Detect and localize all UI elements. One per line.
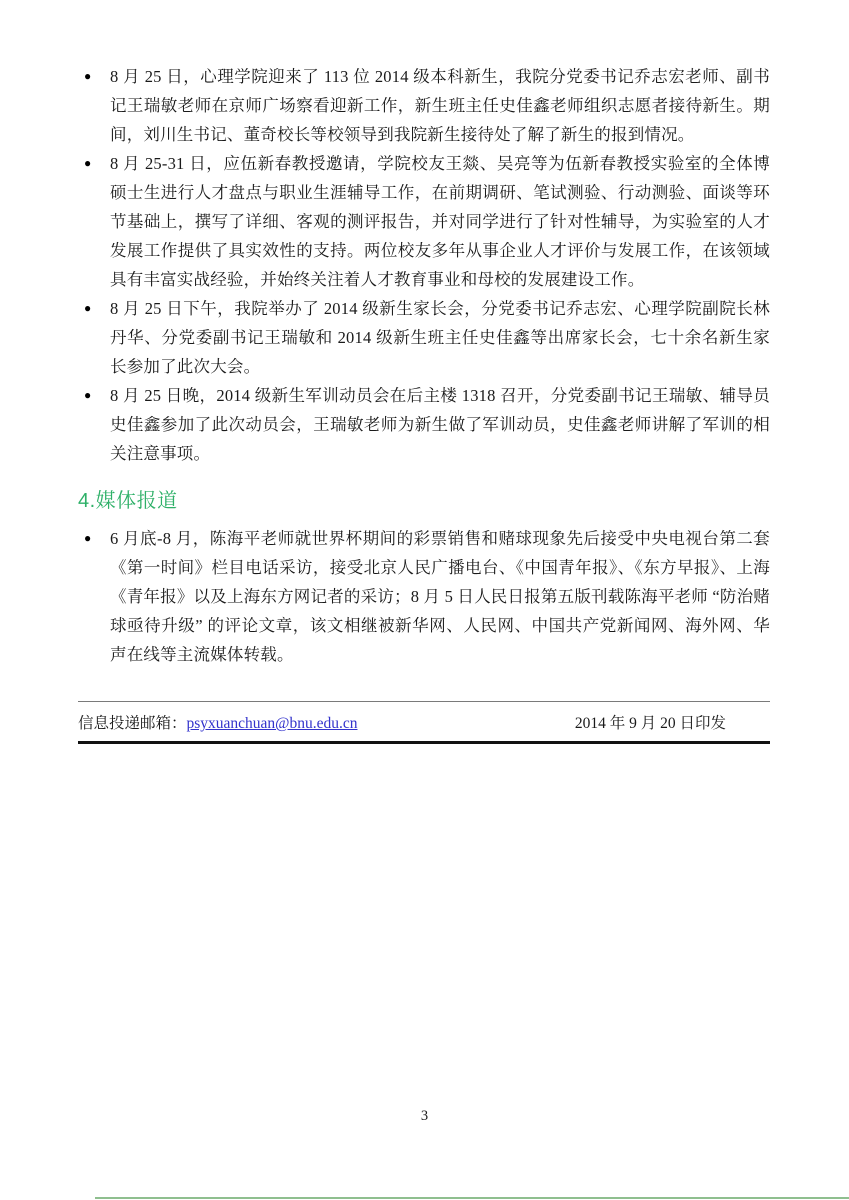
mailbox-email-link[interactable]: psyxuanchuan@bnu.edu.cn bbox=[186, 715, 358, 732]
list-item bbox=[78, 62, 770, 149]
page-number: 3 bbox=[420, 1108, 429, 1124]
news-item-text: 8 月 25 日，心理学院迎来了 113 位 2014 级本科新生，我院分党委书记乔志宏老师、副书记王瑞敏老师在京师广场察看迎新工作，新生班主任史佳鑫老师组织志愿者接待新生。期间，刘川生书记、董奇校长等校领导到我院新生接待处了解了新生的报到情况。 bbox=[110, 67, 770, 144]
news-item-text: 8 月 25 日晚，2014 级新生军训动员会在后主楼 1318 召开，分党委副书记王瑞敏、辅导员史佳鑫参加了此次动员会，王瑞敏老师为新生做了军训动员，史佳鑫老师讲解了军训的相关注意事项。 bbox=[110, 386, 770, 463]
document-footer bbox=[78, 701, 770, 744]
media-item-text: 6 月底-8 月，陈海平老师就世界杯期间的彩票销售和赌球现象先后接受中央电视台第二套《第一时间》栏目电话采访，接受北京人民广播电台、《中国青年报》、《东方早报》、上海《青年报》以及上海东方网记者的采访；8 月 5 日人民日报第五版刊载陈海平老师 “防治赌球亟待升级” 的评论文章，该文相继被新华网、人民网、中国共产党新闻网、海外网、华声在线等主流媒体转载。 bbox=[110, 529, 770, 664]
issue-date: 2014 年 9 月 20 日印发 bbox=[574, 715, 726, 732]
bullet-icon: ● bbox=[84, 301, 92, 315]
bottom-accent-line bbox=[95, 1197, 849, 1199]
news-item-text: 8 月 25-31 日，应伍新春教授邀请，学院校友王燚、吴亮等为伍新春教授实验室的全体博硕士生进行人才盘点与职业生涯辅导工作，在前期调研、笔试测验、行动测验、面谈等环节基础上，撰写了详细、客观的测评报告，并对同学进行了针对性辅导，为实验室的人才发展工作提供了具实效性的支持。两位校友多年从事企业人才评价与发展工作，在该领域具有丰富实战经验，并始终关注着人才教育事业和母校的发展建设工作。 bbox=[110, 154, 770, 289]
mailbox-label: 信息投递邮箱： bbox=[78, 715, 187, 732]
list-item bbox=[78, 294, 770, 381]
bullet-icon: ● bbox=[84, 69, 92, 83]
news-item-text: 8 月 25 日下午，我院举办了 2014 级新生家长会，分党委书记乔志宏、心理学院副院长林丹华、分党委副书记王瑞敏和 2014 级新生班主任史佳鑫等出席家长会，七十余名新生家长参加了此次大会。 bbox=[110, 299, 770, 376]
footer-thick-divider bbox=[78, 741, 770, 744]
footer-row bbox=[78, 702, 770, 741]
media-bullet-list bbox=[78, 524, 770, 669]
list-item bbox=[78, 524, 770, 669]
footer-mailbox bbox=[78, 711, 357, 733]
list-item bbox=[78, 149, 770, 294]
bullet-icon: ● bbox=[84, 531, 92, 545]
section-heading-media-report: 4.媒体报道 bbox=[78, 490, 178, 512]
list-item bbox=[78, 381, 770, 468]
news-bullet-list bbox=[78, 62, 770, 468]
bullet-icon: ● bbox=[84, 156, 92, 170]
bullet-icon: ● bbox=[84, 388, 92, 402]
